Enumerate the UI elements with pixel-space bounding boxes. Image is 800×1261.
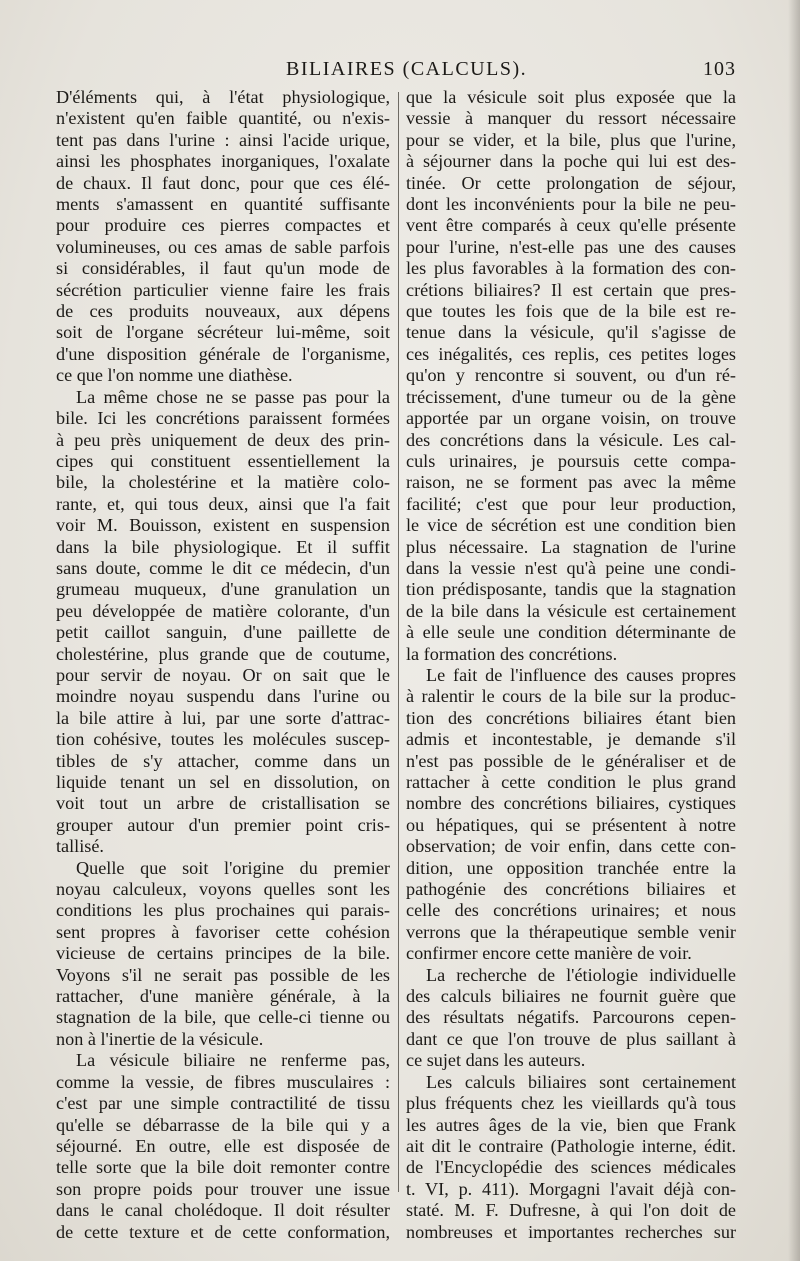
text-line: facilité; c'est que pour leur production,: [406, 493, 736, 514]
text-line: conditions les plus prochaines qui parais-: [56, 900, 390, 921]
running-title: BILIAIRES (CALCULS).: [286, 58, 528, 80]
text-line: ainsi les phosphates inorganiques, l'oxalate: [56, 151, 390, 172]
text-line: de chaux. Il faut donc, pour que ces élé-: [56, 172, 390, 193]
text-line: les plus favorables à la formation des con-: [406, 258, 736, 279]
text-line: pour produire ces pierres compactes et: [56, 215, 390, 236]
text-line: crétions biliaires? Il est certain que pres-: [406, 279, 736, 300]
text-line: les autres âges de la vie, bien que Frank: [406, 1114, 736, 1135]
text-line: observation; de voir enfin, dans cette con-: [406, 836, 736, 857]
text-line: verrons que la thérapeutique semble venir: [406, 921, 736, 942]
text-line: dont les inconvénients pour la bile ne peu-: [406, 194, 736, 215]
text-line: à ralentir le cours de la bile sur la produc-: [406, 686, 736, 707]
page-number: 103: [703, 58, 736, 80]
text-line: peu développée de matière colorante, d'un: [56, 600, 390, 621]
text-line: de cette texture et de cette conformation,: [56, 1221, 390, 1242]
text-line: tent pas dans l'urine : ainsi l'acide urique,: [56, 129, 390, 150]
text-line: moindre noyau suspendu dans l'urine ou: [56, 686, 390, 707]
text-line: ces inégalités, ces replis, ces petites loges: [406, 343, 736, 364]
text-line: non à l'inertie de la vésicule.: [56, 1028, 264, 1049]
text-line: Les calculs biliaires sont certainement: [426, 1071, 736, 1092]
page-edge-shadow: [788, 0, 800, 1261]
text-line: pour se vider, et la bile, plus que l'urine,: [406, 129, 736, 150]
text-line: à elle seule une condition déterminante de: [406, 622, 736, 643]
right-text-column: [406, 87, 736, 1243]
text-line: Le fait de l'influence des causes propres: [426, 664, 736, 685]
text-line: des résultats négatifs. Parcourons cepen-: [406, 1007, 736, 1028]
text-line: séjourné. En outre, elle est disposée de: [56, 1135, 390, 1156]
text-line: culs urinaires, je poursuis cette compa-: [406, 450, 736, 471]
text-line: des calculs biliaires ne fournit guère que: [406, 986, 736, 1007]
text-line: vessie à manquer du ressort nécessaire: [406, 108, 736, 129]
text-line: soit de l'organe sécréteur lui-même, soit: [56, 322, 390, 343]
text-line: D'éléments qui, à l'état physiologique,: [56, 87, 390, 107]
text-line: trécissement, d'une tumeur ou de la gène: [406, 386, 736, 407]
text-line: tallisé.: [56, 836, 104, 857]
text-line: nombreuses et importantes recherches sur: [406, 1221, 736, 1242]
text-line: plus fréquents chez les vieillards qu'à tous: [406, 1093, 736, 1114]
text-line: ce sujet dans les auteurs.: [406, 1050, 586, 1071]
text-line: grouper autour d'un premier point cris-: [56, 814, 390, 835]
text-line: à séjourner dans la poche qui lui est des-: [406, 151, 736, 172]
text-line: ce que l'on nomme une diathèse.: [56, 365, 293, 386]
text-line: petit caillot sanguin, d'une paillette de: [56, 622, 390, 643]
text-line: voir M. Bouisson, existent en suspension: [56, 515, 390, 536]
running-header: [0, 56, 800, 86]
text-line: de la bile dans la vésicule est certainement: [406, 600, 736, 621]
text-line: nombre des concrétions biliaires, cystiques: [406, 793, 736, 814]
text-line: voit tout un arbre de cristallisation se: [56, 793, 390, 814]
text-line: si considérables, il faut qu'un mode de: [56, 258, 390, 279]
text-line: La vésicule biliaire ne renferme pas,: [76, 1050, 390, 1071]
text-line: dans la vessie n'est qu'à peine une condi-: [406, 557, 736, 578]
text-line: la formation des concrétions.: [406, 643, 618, 664]
text-line: confirmer encore cette manière de voir.: [406, 943, 692, 964]
text-line: tion cohésive, toutes les molécules suscep-: [56, 729, 390, 750]
text-line: celle des concrétions urinaires; et nous: [406, 900, 736, 921]
text-line: staté. M. F. Dufresne, à qui l'on doit de: [406, 1200, 736, 1221]
text-line: d'une disposition générale de l'organisme,: [56, 343, 390, 364]
text-line: grumeau muqueux, d'une granulation un: [56, 579, 390, 600]
text-line: que toutes les fois que de la bile est re-: [406, 301, 736, 322]
text-line: que la vésicule soit plus exposée que la: [406, 87, 736, 107]
text-line: admis et incontestable, je demande s'il: [406, 729, 736, 750]
text-line: cipes qui constituent essentiellement la: [56, 450, 390, 471]
text-line: rante, et, qui tous deux, ainsi que l'a fait: [56, 493, 390, 514]
text-line: La recherche de l'étiologie individuelle: [426, 964, 736, 985]
text-line: La même chose ne se passe pas pour la: [76, 386, 390, 407]
text-line: ments s'amassent en quantité suffisante: [56, 194, 390, 215]
text-line: de l'Encyclopédie des sciences médicales: [406, 1157, 736, 1178]
text-line: apportée par un organe voisin, on trouve: [406, 408, 736, 429]
text-line: sent propres à favoriser cette cohésion: [56, 921, 390, 942]
column-divider: [398, 92, 399, 1192]
text-line: dans la bile physiologique. Et il suffit: [56, 536, 390, 557]
text-line: dans le canal cholédoque. Il doit résulter: [56, 1200, 390, 1221]
text-line: plus nécessaire. La stagnation de l'urine: [406, 536, 736, 557]
text-line: la bile attire à lui, par une sorte d'attrac-: [56, 707, 390, 728]
text-line: comme la vessie, de fibres musculaires :: [56, 1071, 390, 1092]
text-line: rattacher, d'une manière générale, à la: [56, 986, 390, 1007]
text-line: tion prédisposante, tandis que la stagnation: [406, 579, 736, 600]
text-line: bile, la cholestérine et la matière colo-: [56, 472, 390, 493]
text-line: son propre poids pour trouver une issue: [56, 1178, 390, 1199]
text-line: à peu près uniquement de deux des prin-: [56, 429, 390, 450]
text-line: tion des concrétions biliaires étant bien: [406, 707, 736, 728]
text-line: tenue dans la vésicule, qu'il s'agisse de: [406, 322, 736, 343]
text-line: dant ce que l'on trouve de plus saillant à: [406, 1028, 736, 1049]
text-line: n'est pas possible de le généraliser et de: [406, 750, 736, 771]
text-line: c'est par une simple contractilité de tissu: [56, 1093, 390, 1114]
text-line: n'existent qu'en faible quantité, ou n'exis-: [56, 108, 390, 129]
text-line: des concrétions dans la vésicule. Les cal-: [406, 429, 736, 450]
text-line: qu'elle se débarrasse de la bile qui y a: [56, 1114, 390, 1135]
text-line: liquide tenant un sel en dissolution, on: [56, 772, 390, 792]
text-line: noyau calculeux, voyons quelles sont les: [56, 879, 390, 900]
text-line: pour servir de noyau. Or on sait que le: [56, 664, 390, 685]
text-line: sécrétion particulier vienne faire les frais: [56, 279, 390, 300]
text-line: de ces produits nouveaux, aux dépens: [56, 301, 390, 322]
text-line: le vice de sécrétion est une condition bien: [406, 515, 736, 536]
text-line: raison, ne se forment pas avec la même: [406, 472, 736, 493]
text-line: rattacher à cette condition le plus grand: [406, 772, 736, 792]
text-line: vicieuse de certains principes de la bile.: [56, 943, 390, 964]
text-line: cholestérine, plus grande que de coutume,: [56, 643, 390, 664]
text-line: Quelle que soit l'origine du premier: [76, 857, 390, 878]
text-line: vent être comparés à ceux qu'elle présente: [406, 215, 736, 236]
text-line: sans doute, comme le dit ce médecin, d'un: [56, 557, 390, 578]
text-line: volumineuses, ou ces amas de sable parfois: [56, 236, 390, 257]
text-line: tinée. Or cette prolongation de séjour,: [406, 172, 736, 193]
left-text-column: [56, 87, 390, 1243]
text-line: pathogénie des concrétions biliaires et: [406, 879, 736, 900]
text-line: dition, une opposition tranchée entre la: [406, 857, 736, 878]
text-line: t. VI, p. 411). Morgagni l'avait déjà con-: [406, 1178, 736, 1199]
text-line: ou hépatiques, qui se présentent à notre: [406, 814, 736, 835]
text-line: telle sorte que la bile doit remonter contre: [56, 1157, 390, 1178]
text-line: Voyons s'il ne serait pas possible de les: [56, 964, 390, 985]
text-line: pour l'urine, n'est-elle pas une des causes: [406, 236, 736, 257]
text-line: ait dit le contraire (Pathologie interne, édit.: [406, 1135, 736, 1156]
text-line: stagnation de la bile, que celle-ci tienne ou: [56, 1007, 390, 1028]
text-line: qu'on y rencontre si souvent, ou d'un ré-: [406, 365, 736, 386]
text-line: tibles de s'y attacher, comme dans un: [56, 750, 390, 771]
text-line: bile. Ici les concrétions paraissent formées: [56, 408, 390, 429]
